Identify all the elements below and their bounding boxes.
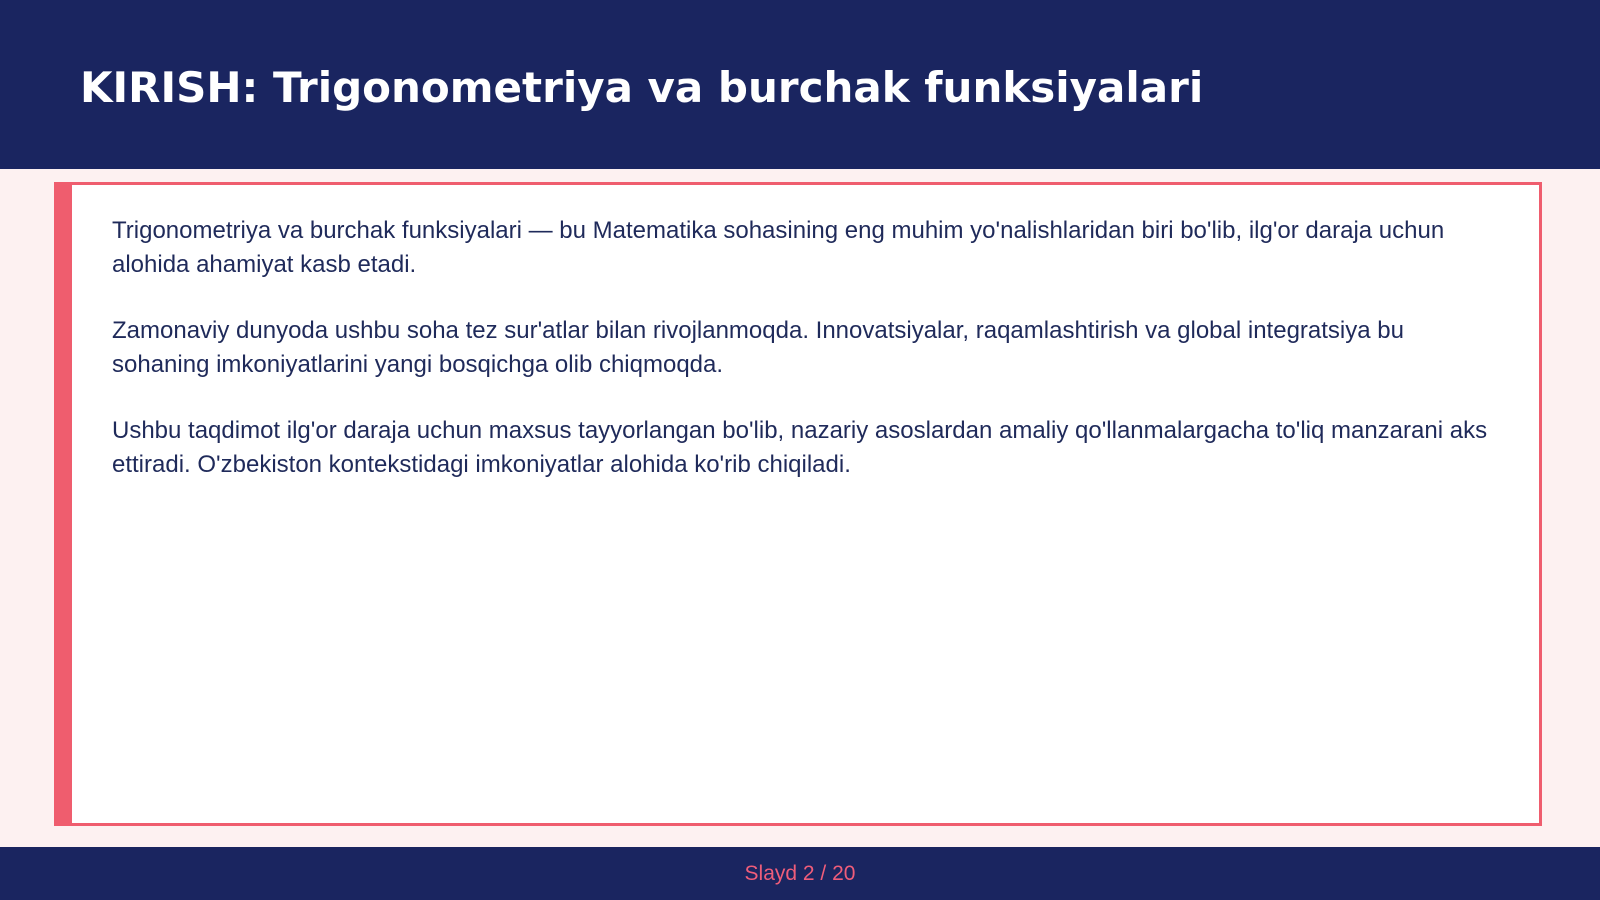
- presentation-scope-paragraph: Ushbu taqdimot ilg'or daraja uchun maxsus tayyorlangan bo'lib, nazariy asoslardan amaliy qo'llanmalargacha to'liq manzarani aks ettiradi. O'zbekiston kontekstidagi imkoniyatlar alohida ko'rib chiqiladi.: [112, 417, 1488, 478]
- slide-counter: Slayd 2 / 20: [744, 862, 856, 885]
- slide-title: KIRISH: Trigonometriya va burchak funksiyalari: [80, 63, 1204, 112]
- slide-footer: [0, 847, 1600, 900]
- intro-paragraph: Trigonometriya va burchak funksiyalari — bu Matematika sohasining eng muhim yo'nalishlaridan biri bo'lib, ilg'or daraja uchun alohida ahamiyat kasb etadi.: [112, 217, 1445, 278]
- modern-world-paragraph: Zamonaviy dunyoda ushbu soha tez sur'atlar bilan rivojlanmoqda. Innovatsiyalar, raqamlashtirish va global integratsiya bu sohaning imkoniyatlarini yangi bosqichga olib chiqmoqda.: [112, 317, 1404, 378]
- slide-header: [0, 0, 1600, 169]
- accent-bar: [57, 185, 72, 823]
- content-card: [54, 182, 1542, 826]
